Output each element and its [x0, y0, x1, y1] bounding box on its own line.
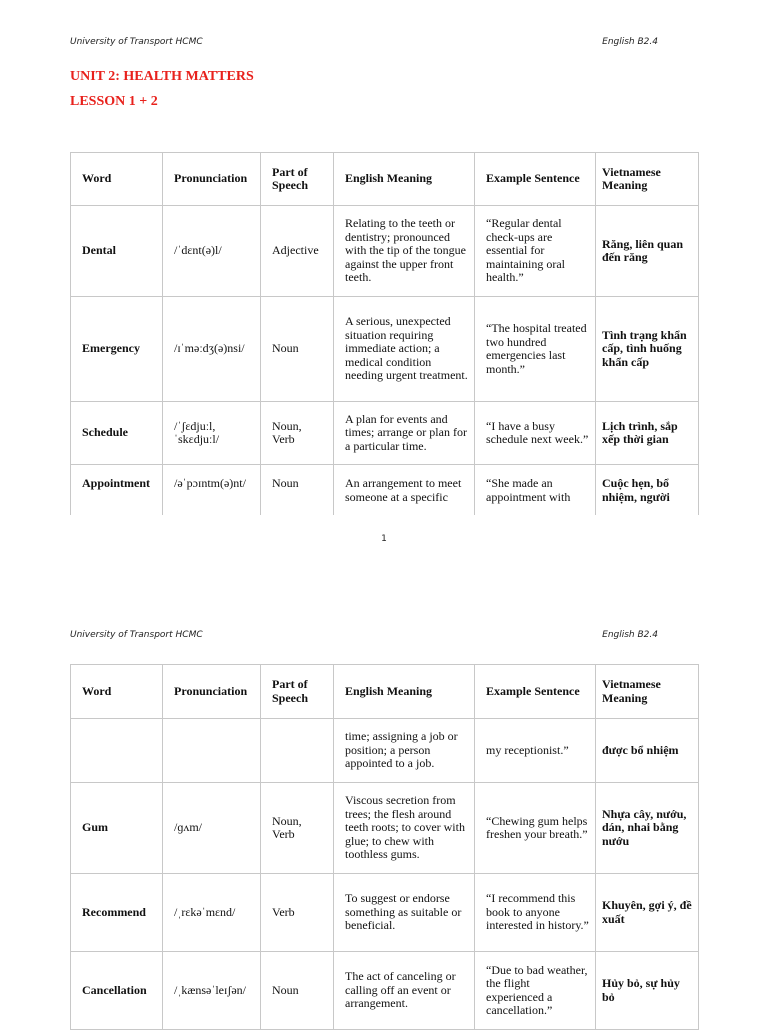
table-row — [71, 874, 699, 952]
header-course: English B2.4 — [602, 37, 658, 47]
cell-pronunciation: /ˈʃɛdjuːl, ˈskɛdjuːl/ — [163, 402, 261, 465]
vocabulary-table-page-2 — [70, 664, 699, 1030]
unit-title: UNIT 2: HEALTH MATTERS — [70, 69, 254, 84]
cell-example-sentence: “I have a busy schedule next week.” — [475, 402, 596, 465]
cell-example-sentence: my receptionist.” — [475, 719, 596, 783]
cell-english-meaning: A serious, unexpected situation requiring immediate action; a medical condition needing urgent treatment. — [334, 297, 475, 402]
cell-english-meaning: Viscous secretion from trees; the flesh around teeth roots; to cover with glue; to chew with toothless gums. — [334, 783, 475, 874]
cell-word: Recommend — [71, 874, 163, 952]
cell-example-sentence: “Due to bad weather, the flight experienced a cancellation.” — [475, 952, 596, 1030]
cell-english-meaning: A plan for events and times; arrange or plan for a particular time. — [334, 402, 475, 465]
cell-pronunciation: /ɪˈməːdʒ(ə)nsi/ — [163, 297, 261, 402]
cell-english-meaning: An arrangement to meet someone at a specific — [334, 465, 475, 516]
cell-part-of-speech: Verb — [261, 874, 334, 952]
cell-vietnamese-meaning: Răng, liên quan đến răng — [596, 206, 699, 297]
cell-part-of-speech — [261, 719, 334, 783]
cell-example-sentence: “I recommend this book to anyone interested in history.” — [475, 874, 596, 952]
header-institution: University of Transport HCMC — [70, 37, 203, 47]
column-header-word: Word — [71, 665, 163, 719]
table-row — [71, 402, 699, 465]
cell-vietnamese-meaning: Khuyên, gợi ý, đề xuất — [596, 874, 699, 952]
cell-vietnamese-meaning: Tình trạng khẩn cấp, tình huống khẩn cấp — [596, 297, 699, 402]
column-header-part-of-speech: Part of Speech — [261, 153, 334, 206]
table-row — [71, 297, 699, 402]
cell-word: Appointment — [71, 465, 163, 516]
cell-english-meaning: time; assigning a job or position; a person appointed to a job. — [334, 719, 475, 783]
cell-word: Schedule — [71, 402, 163, 465]
cell-vietnamese-meaning: Nhựa cây, nướu, dán, nhai bằng nướu — [596, 783, 699, 874]
cell-example-sentence: “Regular dental check-ups are essential for maintaining oral health.” — [475, 206, 596, 297]
cell-part-of-speech: Noun — [261, 297, 334, 402]
cell-word: Emergency — [71, 297, 163, 402]
table-header-row — [71, 665, 699, 719]
table-row — [71, 719, 699, 783]
cell-part-of-speech: Noun — [261, 465, 334, 516]
table-row — [71, 952, 699, 1030]
table-row — [71, 465, 699, 516]
page-number: 1 — [381, 534, 387, 544]
cell-english-meaning: To suggest or endorse something as suitable or beneficial. — [334, 874, 475, 952]
cell-pronunciation — [163, 719, 261, 783]
table-row — [71, 206, 699, 297]
column-header-english-meaning: English Meaning — [334, 153, 475, 206]
cell-pronunciation: /ɡʌm/ — [163, 783, 261, 874]
cell-part-of-speech: Noun, Verb — [261, 783, 334, 874]
column-header-example-sentence: Example Sentence — [475, 153, 596, 206]
cell-pronunciation: /ˌrɛkəˈmɛnd/ — [163, 874, 261, 952]
cell-part-of-speech: Adjective — [261, 206, 334, 297]
cell-vietnamese-meaning: Lịch trình, sắp xếp thời gian — [596, 402, 699, 465]
column-header-vietnamese-meaning: Vietnamese Meaning — [596, 153, 699, 206]
table-row — [71, 783, 699, 874]
cell-vietnamese-meaning: Cuộc hẹn, bổ nhiệm, người — [596, 465, 699, 516]
cell-word: Dental — [71, 206, 163, 297]
cell-word: Gum — [71, 783, 163, 874]
header-institution: University of Transport HCMC — [70, 630, 203, 640]
cell-word: Cancellation — [71, 952, 163, 1030]
vocabulary-table-page-1 — [70, 152, 699, 515]
cell-example-sentence: “She made an appointment with — [475, 465, 596, 516]
cell-pronunciation: /ˌkænsəˈleɪʃən/ — [163, 952, 261, 1030]
column-header-pronunciation: Pronunciation — [163, 665, 261, 719]
cell-english-meaning: Relating to the teeth or dentistry; pronounced with the tip of the tongue against the upper front teeth. — [334, 206, 475, 297]
column-header-pronunciation: Pronunciation — [163, 153, 261, 206]
cell-example-sentence: “Chewing gum helps freshen your breath.” — [475, 783, 596, 874]
column-header-example-sentence: Example Sentence — [475, 665, 596, 719]
cell-part-of-speech: Noun, Verb — [261, 402, 334, 465]
cell-part-of-speech: Noun — [261, 952, 334, 1030]
column-header-vietnamese-meaning: Vietnamese Meaning — [596, 665, 699, 719]
table-header-row — [71, 153, 699, 206]
cell-vietnamese-meaning: Hủy bỏ, sự hủy bỏ — [596, 952, 699, 1030]
column-header-english-meaning: English Meaning — [334, 665, 475, 719]
cell-example-sentence: “The hospital treated two hundred emergencies last month.” — [475, 297, 596, 402]
cell-vietnamese-meaning: được bổ nhiệm — [596, 719, 699, 783]
cell-pronunciation: /əˈpɔɪntm(ə)nt/ — [163, 465, 261, 516]
cell-word — [71, 719, 163, 783]
cell-english-meaning: The act of canceling or calling off an event or arrangement. — [334, 952, 475, 1030]
column-header-word: Word — [71, 153, 163, 206]
header-course: English B2.4 — [602, 630, 658, 640]
lesson-title: LESSON 1 + 2 — [70, 94, 158, 109]
column-header-part-of-speech: Part of Speech — [261, 665, 334, 719]
cell-pronunciation: /ˈdɛnt(ə)l/ — [163, 206, 261, 297]
